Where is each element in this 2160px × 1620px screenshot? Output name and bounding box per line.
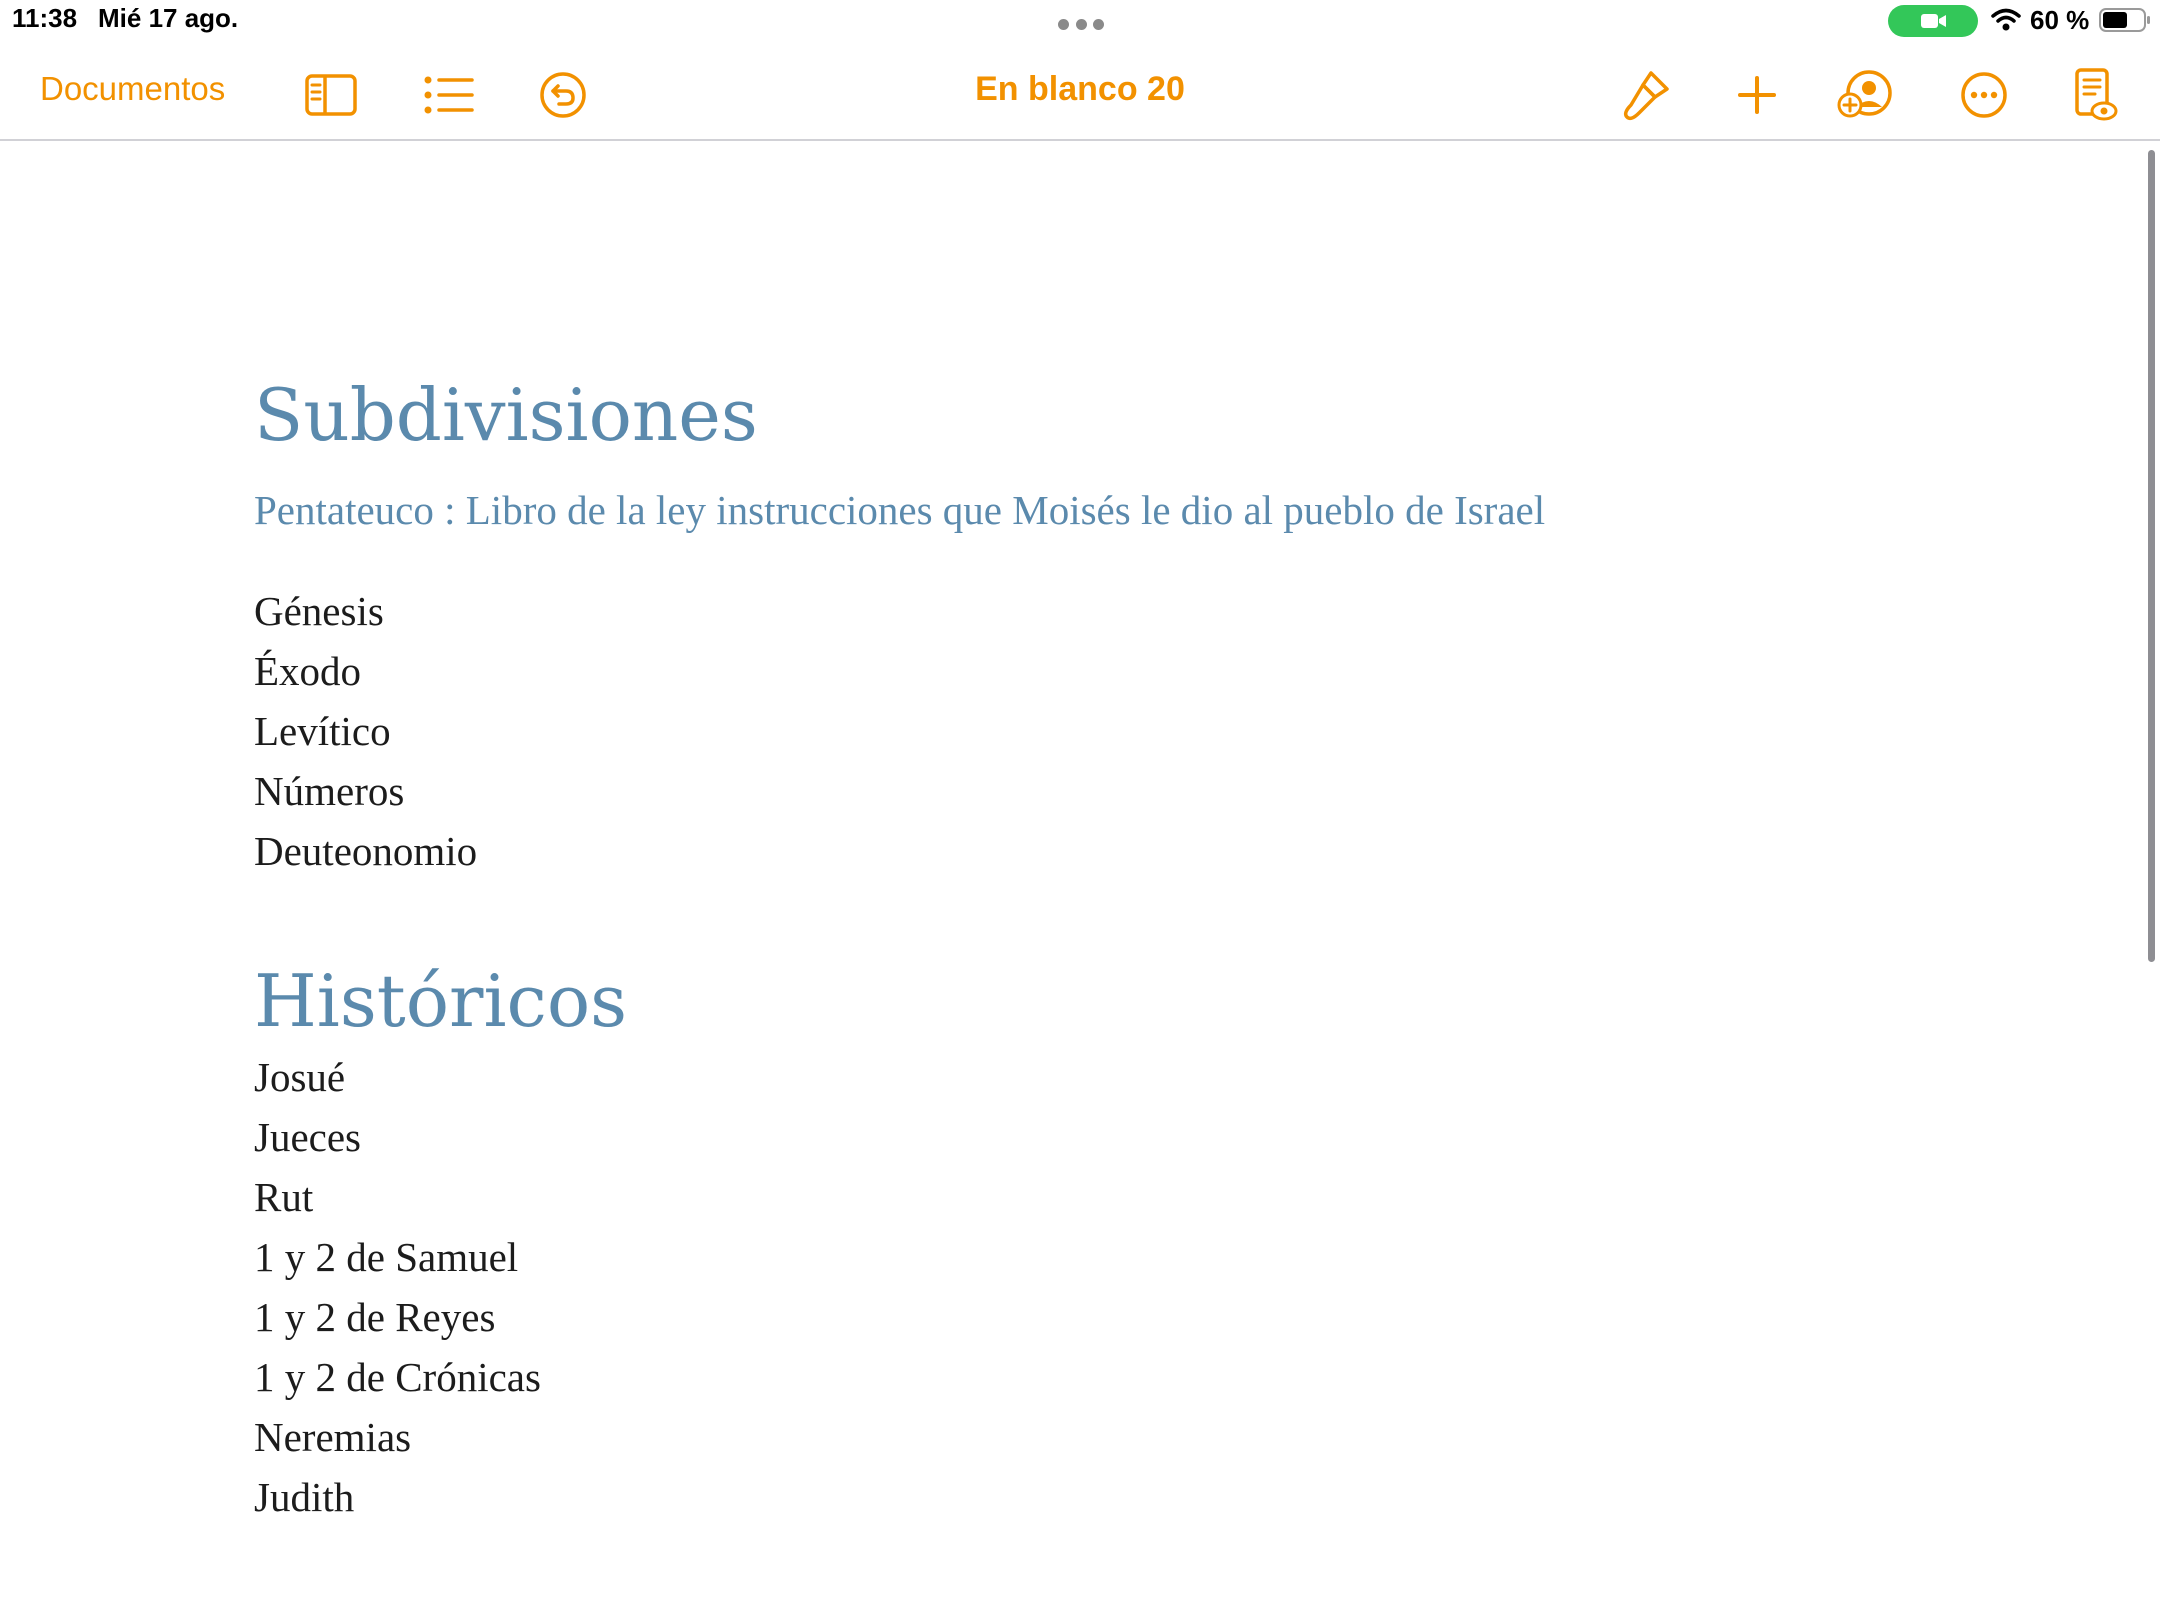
bullet-list-icon	[422, 73, 476, 117]
insert-button[interactable]	[1726, 64, 1788, 126]
battery-icon	[2099, 8, 2151, 32]
list-view-button[interactable]	[418, 64, 480, 126]
format-button[interactable]	[1616, 64, 1678, 126]
camera-in-use-pill[interactable]	[1888, 5, 1978, 37]
battery-percentage: 60 %	[2030, 5, 2090, 35]
vertical-scrollbar[interactable]	[2148, 150, 2155, 962]
wifi-icon	[1991, 8, 2021, 32]
list-item[interactable]: 1 y 2 de Crónicas	[254, 1354, 541, 1400]
document-canvas[interactable]	[0, 141, 2150, 1620]
list-item[interactable]: Génesis	[254, 588, 384, 634]
document-view-icon	[2071, 67, 2119, 123]
plus-icon	[1735, 73, 1779, 117]
pentateuco-book-list	[254, 581, 477, 881]
heading-subdivisiones[interactable]: Subdivisiones	[254, 373, 758, 457]
list-item[interactable]: Números	[254, 768, 405, 814]
list-item[interactable]: Deuteonomio	[254, 828, 478, 874]
sidebar-toggle-button[interactable]	[300, 64, 362, 126]
list-item[interactable]: Éxodo	[254, 648, 362, 694]
more-options-button[interactable]	[1953, 64, 2015, 126]
subtitle-pentateuco[interactable]: Pentateuco : Libro de la ley instrucciones que Moisés le dio al pueblo de Israel	[254, 487, 1546, 533]
list-item[interactable]: Rut	[254, 1174, 314, 1220]
list-item[interactable]: Neremias	[254, 1414, 412, 1460]
collaborate-button[interactable]	[1834, 64, 1896, 126]
status-date: Mié 17 ago.	[98, 3, 239, 33]
undo-button[interactable]	[532, 64, 594, 126]
list-item[interactable]: Levítico	[254, 708, 391, 754]
ellipsis-circle-icon	[1959, 70, 2009, 120]
toolbar	[0, 50, 2160, 140]
heading-historicos[interactable]: Históricos	[254, 959, 628, 1043]
sidebar-icon	[304, 73, 358, 117]
multitasking-dots-icon[interactable]	[1058, 19, 1104, 31]
documents-back-button[interactable]: Documentos	[40, 70, 226, 107]
document-title[interactable]: En blanco 20	[975, 70, 1185, 108]
undo-icon	[538, 70, 588, 120]
list-item[interactable]: Judith	[254, 1474, 355, 1520]
status-time: 11:38	[12, 3, 78, 33]
list-item[interactable]: Josué	[254, 1054, 346, 1100]
reading-view-button[interactable]	[2064, 64, 2126, 126]
paintbrush-icon	[1621, 67, 1673, 123]
video-camera-icon	[1888, 5, 1978, 37]
list-item[interactable]: 1 y 2 de Samuel	[254, 1234, 519, 1280]
status-bar	[0, 0, 2160, 44]
list-item[interactable]: Jueces	[254, 1114, 362, 1160]
historicos-book-list	[254, 1047, 541, 1527]
list-item[interactable]: 1 y 2 de Reyes	[254, 1294, 496, 1340]
add-person-icon	[1837, 69, 1893, 121]
